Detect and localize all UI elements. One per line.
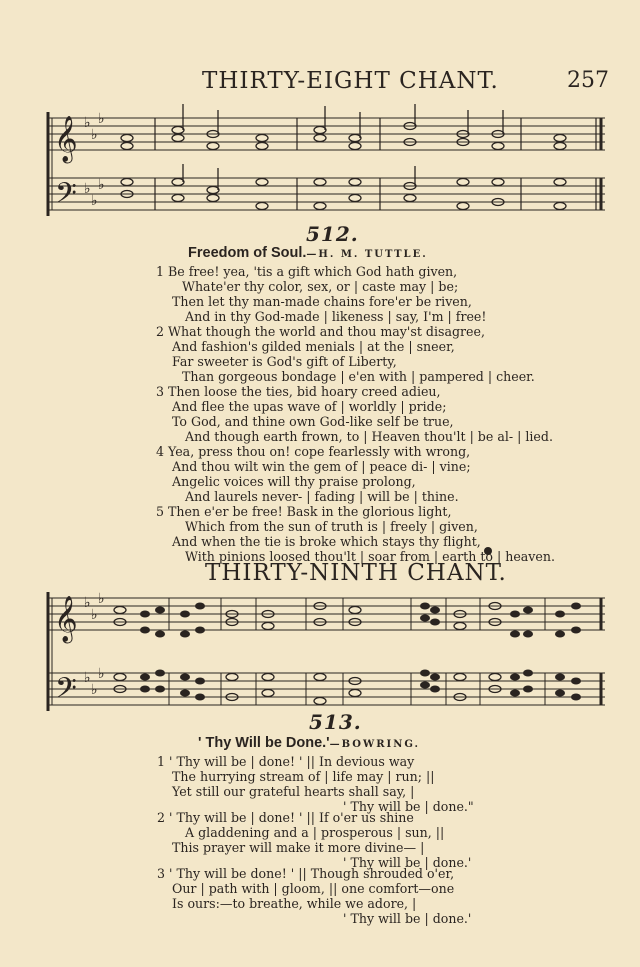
verse-line: 2 ' Thy will be | done! ' || If o'er us shine bbox=[157, 810, 414, 825]
verse-line: 4 Yea, press thou on! cope fearlessly with wrong, bbox=[156, 444, 471, 459]
staff-system-1 bbox=[48, 104, 605, 217]
svg-text:♭: ♭ bbox=[91, 682, 98, 698]
svg-text:♭: ♭ bbox=[84, 181, 91, 197]
svg-text:♭: ♭ bbox=[84, 670, 91, 686]
hymn-title-512 bbox=[188, 245, 428, 261]
verse-line: Our | path with | gloom, || one comfort—one bbox=[172, 881, 455, 896]
hymn-title-513 bbox=[198, 735, 420, 751]
svg-text:♭: ♭ bbox=[84, 595, 91, 611]
verse-line: 5 Then e'er be free! Bask in the glorious light, bbox=[156, 504, 452, 519]
hymn-author: —BOWRING. bbox=[329, 739, 421, 750]
svg-text:♭: ♭ bbox=[91, 127, 98, 143]
verse-line: Yet still our grateful hearts shall say, | bbox=[172, 784, 415, 799]
verse-line: Which from the sun of truth is | freely | given, bbox=[185, 519, 478, 534]
svg-text:𝄞: 𝄞 bbox=[54, 116, 78, 162]
verse-line: Then let thy man-made chains fore'er be riven, bbox=[172, 294, 472, 309]
verse-line: 3 Then loose the ties, bid hoary creed adieu, bbox=[156, 384, 441, 399]
verse-line: The hurrying stream of | life may | run; || bbox=[172, 769, 435, 784]
svg-text:♭: ♭ bbox=[98, 591, 105, 607]
svg-text:𝄢: 𝄢 bbox=[55, 672, 77, 712]
verse-line: To God, and thine own God-like self be true, bbox=[172, 414, 454, 429]
verse-line: And in thy God-made | likeness | say, I'm | free! bbox=[185, 309, 487, 324]
verse-line: With pinions loosed thou'lt | soar from | earth to | heaven. bbox=[185, 549, 555, 564]
verse-line: And fashion's gilded menials | at the | sneer, bbox=[172, 339, 455, 354]
verse-line: A gladdening and a | prosperous | sun, || bbox=[185, 825, 445, 840]
verse-line: This prayer will make it more divine— | bbox=[172, 840, 425, 855]
hymn-author: —H. M. TUTTLE. bbox=[306, 249, 428, 260]
verse-line: Far sweeter is God's gift of Liberty, bbox=[172, 354, 397, 369]
verse-line: ' Thy will be | done.' bbox=[343, 855, 472, 870]
svg-text:♭: ♭ bbox=[98, 666, 105, 682]
verse-line: And thou wilt win the gem of | peace di- | vine; bbox=[172, 459, 471, 474]
verse-line: And flee the upas wave of | worldly | pride; bbox=[172, 399, 447, 414]
svg-text:𝄢: 𝄢 bbox=[55, 177, 77, 217]
verse-line: ' Thy will be | done." bbox=[343, 799, 474, 814]
verse-line: Angelic voices will thy praise prolong, bbox=[172, 474, 416, 489]
chant-title-38: THIRTY-EIGHT CHANT. bbox=[202, 68, 499, 94]
verse-line: Whate'er thy color, sex, or | caste may | be; bbox=[182, 279, 459, 294]
hymn-number-513: 513. bbox=[309, 710, 362, 734]
verse-line: Is ours:—to breathe, while we adore, | bbox=[172, 896, 417, 911]
verse-line: ' Thy will be | done.' bbox=[343, 911, 472, 926]
verse-line: And though earth frown, to | Heaven thou'lt | be al- | lied. bbox=[185, 429, 553, 444]
verse-line: 2 What though the world and thou may'st disagree, bbox=[156, 324, 485, 339]
verse-line: 1 Be free! yea, 'tis a gift which God hath given, bbox=[156, 264, 458, 279]
hymn-title-text: ' Thy Will be Done.' bbox=[198, 735, 330, 751]
svg-text:♭: ♭ bbox=[91, 193, 98, 209]
verse-line: And when the tie is broke which stays thy flight, bbox=[172, 534, 481, 549]
svg-text:♭: ♭ bbox=[84, 115, 91, 131]
hymn-title-text: Freedom of Soul. bbox=[188, 245, 307, 261]
verse-line: Than gorgeous bondage | e'en with | pampered | cheer. bbox=[182, 369, 535, 384]
hymn-number-512: 512. bbox=[306, 222, 359, 246]
svg-text:𝄞: 𝄞 bbox=[54, 596, 78, 642]
page-number: 257 bbox=[567, 68, 609, 93]
svg-text:♭: ♭ bbox=[98, 111, 105, 127]
verse-line: 3 ' Thy will be done! ' || Though shrouded o'er, bbox=[157, 866, 455, 881]
chant-title-39: THIRTY-NINTH CHANT. bbox=[205, 560, 507, 586]
svg-text:♭: ♭ bbox=[98, 177, 105, 193]
svg-text:♭: ♭ bbox=[91, 607, 98, 623]
verse-line: And laurels never- | fading | will be | thine. bbox=[185, 489, 459, 504]
verse-line: 1 ' Thy will be | done! ' || In devious way bbox=[157, 754, 415, 769]
